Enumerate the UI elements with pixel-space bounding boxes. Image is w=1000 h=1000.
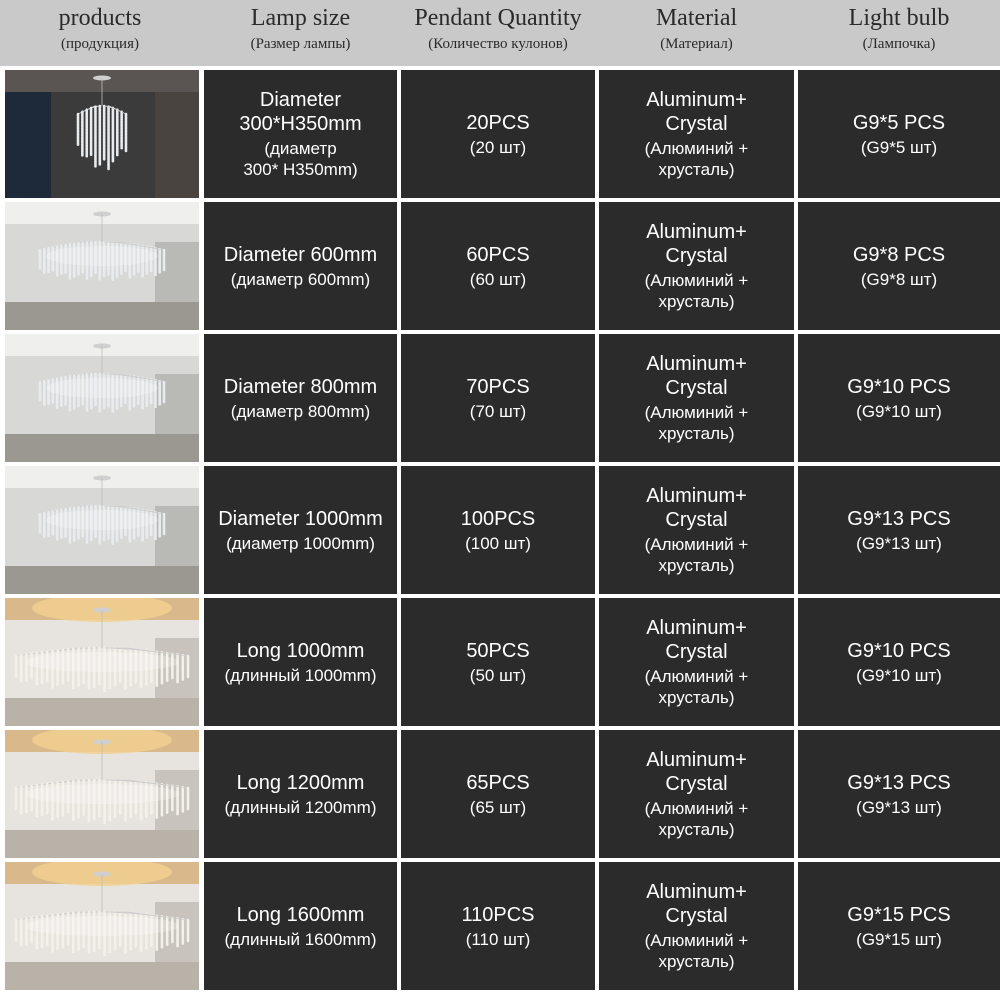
bulb-line: (G9*5 шт) <box>860 137 938 157</box>
material-line: (Алюминий + <box>644 667 749 686</box>
material-cell <box>599 70 794 198</box>
bulb-line: (G9*8 шт) <box>860 269 938 289</box>
header-label-ru: (Материал) <box>660 36 733 52</box>
material-line: хрусталь) <box>658 688 735 707</box>
material-line: Crystal <box>665 773 728 795</box>
quantity-line: 110PCS <box>461 903 535 926</box>
material-line: Crystal <box>665 641 728 663</box>
quantity-line: 70PCS <box>466 375 530 398</box>
chandelier-image <box>5 598 199 726</box>
lamp-size-cell <box>204 70 397 198</box>
pendant-quantity-cell <box>401 334 595 462</box>
size-line: Long 1000mm <box>236 639 365 662</box>
size-line: 300* H350mm) <box>243 160 358 179</box>
pendant-quantity-cell <box>401 466 595 594</box>
quantity-line: 50PCS <box>466 639 530 662</box>
header-label: Pendant Quantity <box>414 5 582 31</box>
material-line: (Алюминий + <box>644 799 749 818</box>
product-photo <box>5 334 199 462</box>
size-line: (длинный 1600mm) <box>224 929 377 949</box>
product-photo <box>5 466 199 594</box>
header-label-ru: (Размер лампы) <box>250 36 351 52</box>
material-line: хрусталь) <box>658 556 735 575</box>
light-bulb-cell <box>798 730 1000 858</box>
product-photo <box>5 598 199 726</box>
material-line: Aluminum+ <box>646 89 747 111</box>
quantity-line: (50 шт) <box>469 665 527 685</box>
light-bulb-cell <box>798 862 1000 990</box>
size-line: Diameter <box>259 89 342 111</box>
header-label-ru: (Лампочка) <box>862 36 936 52</box>
light-bulb-cell <box>798 466 1000 594</box>
light-bulb-cell <box>798 70 1000 198</box>
quantity-line: (100 шт) <box>465 533 531 553</box>
bulb-line: G9*10 PCS <box>847 639 951 662</box>
quantity-line: (110 шт) <box>465 929 531 949</box>
table-row <box>0 598 1000 726</box>
material-line: (Алюминий + <box>644 403 749 422</box>
product-photo <box>5 202 199 330</box>
header-label-ru: (Количество кулонов) <box>428 36 568 52</box>
size-line: (диаметр 600mm) <box>230 269 371 289</box>
product-photo <box>5 730 199 858</box>
bulb-line: (G9*10 шт) <box>856 401 942 421</box>
header-pendant-quantity <box>401 0 595 66</box>
header-label: Material <box>655 5 738 31</box>
size-line: (диаметр 1000mm) <box>226 533 375 553</box>
size-line: Diameter 600mm <box>223 243 378 266</box>
bulb-line: (G9*15 шт) <box>856 929 942 949</box>
quantity-line: 65PCS <box>466 771 530 794</box>
lamp-size-cell <box>204 598 397 726</box>
material-line: (Алюминий + <box>644 931 749 950</box>
material-line: хрусталь) <box>658 160 735 179</box>
product-photo <box>5 70 199 198</box>
material-cell <box>599 334 794 462</box>
header-label: Lamp size <box>250 5 351 31</box>
quantity-line: 100PCS <box>460 507 536 530</box>
material-line: Aluminum+ <box>646 485 747 507</box>
lamp-size-cell <box>204 334 397 462</box>
material-line: хрусталь) <box>658 292 735 311</box>
quantity-line: (60 шт) <box>469 269 527 289</box>
bulb-line: G9*10 PCS <box>847 375 951 398</box>
lamp-size-cell <box>204 466 397 594</box>
size-line: Diameter 1000mm <box>218 507 383 530</box>
chandelier-image <box>5 862 199 990</box>
material-line: хрусталь) <box>658 952 735 971</box>
size-line: (диаметр <box>264 139 337 158</box>
bulb-line: (G9*13 шт) <box>856 533 942 553</box>
material-line: (Алюминий + <box>644 271 749 290</box>
table-row <box>0 334 1000 462</box>
material-line: (Алюминий + <box>644 139 749 158</box>
lamp-size-cell <box>204 730 397 858</box>
pendant-quantity-cell <box>401 70 595 198</box>
light-bulb-cell <box>798 202 1000 330</box>
header-products <box>0 0 200 66</box>
bulb-line: (G9*13 шт) <box>856 797 942 817</box>
size-line: (диаметр 800mm) <box>230 401 371 421</box>
material-line: Crystal <box>665 245 728 267</box>
material-line: хрусталь) <box>658 424 735 443</box>
header-label-ru: (продукция) <box>61 36 139 52</box>
chandelier-image <box>5 334 199 462</box>
pendant-quantity-cell <box>401 598 595 726</box>
bulb-line: G9*13 PCS <box>847 771 951 794</box>
chandelier-image <box>5 202 199 330</box>
lamp-size-cell <box>204 202 397 330</box>
material-cell <box>599 466 794 594</box>
bulb-line: G9*15 PCS <box>847 903 951 926</box>
material-line: Crystal <box>665 377 728 399</box>
light-bulb-cell <box>798 334 1000 462</box>
bulb-line: G9*13 PCS <box>847 507 951 530</box>
table-row <box>0 70 1000 198</box>
lamp-size-cell <box>204 862 397 990</box>
material-line: Crystal <box>665 509 728 531</box>
quantity-line: (20 шт) <box>469 137 527 157</box>
quantity-line: 20PCS <box>466 111 530 134</box>
header-material <box>599 0 794 66</box>
product-photo <box>5 862 199 990</box>
material-cell <box>599 202 794 330</box>
chandelier-image <box>5 70 199 198</box>
size-line: Diameter 800mm <box>223 375 378 398</box>
size-line: Long 1600mm <box>236 903 365 926</box>
table-row <box>0 730 1000 858</box>
chandelier-image <box>5 466 199 594</box>
material-line: Aluminum+ <box>646 617 747 639</box>
light-bulb-cell <box>798 598 1000 726</box>
material-line: (Алюминий + <box>644 535 749 554</box>
size-line: (длинный 1200mm) <box>224 797 377 817</box>
material-cell <box>599 862 794 990</box>
header-lamp-size <box>204 0 397 66</box>
quantity-line: (70 шт) <box>469 401 527 421</box>
pendant-quantity-cell <box>401 862 595 990</box>
material-line: Aluminum+ <box>646 353 747 375</box>
material-line: хрусталь) <box>658 820 735 839</box>
size-line: Long 1200mm <box>236 771 365 794</box>
bulb-line: G9*8 PCS <box>852 243 946 266</box>
header-label: products <box>58 5 142 31</box>
material-line: Aluminum+ <box>646 881 747 903</box>
table-row <box>0 466 1000 594</box>
material-line: Aluminum+ <box>646 749 747 771</box>
material-line: Crystal <box>665 905 728 927</box>
material-cell <box>599 598 794 726</box>
bulb-line: G9*5 PCS <box>852 111 946 134</box>
header-label: Light bulb <box>848 5 950 31</box>
size-line: 300*H350mm <box>239 113 362 135</box>
quantity-line: (65 шт) <box>469 797 527 817</box>
size-line: (длинный 1000mm) <box>224 665 377 685</box>
header-light-bulb <box>798 0 1000 66</box>
table-row <box>0 862 1000 990</box>
material-cell <box>599 730 794 858</box>
material-line: Crystal <box>665 113 728 135</box>
table-header <box>0 0 1000 66</box>
table-row <box>0 202 1000 330</box>
pendant-quantity-cell <box>401 202 595 330</box>
bulb-line: (G9*10 шт) <box>856 665 942 685</box>
chandelier-image <box>5 730 199 858</box>
material-line: Aluminum+ <box>646 221 747 243</box>
quantity-line: 60PCS <box>466 243 530 266</box>
pendant-quantity-cell <box>401 730 595 858</box>
